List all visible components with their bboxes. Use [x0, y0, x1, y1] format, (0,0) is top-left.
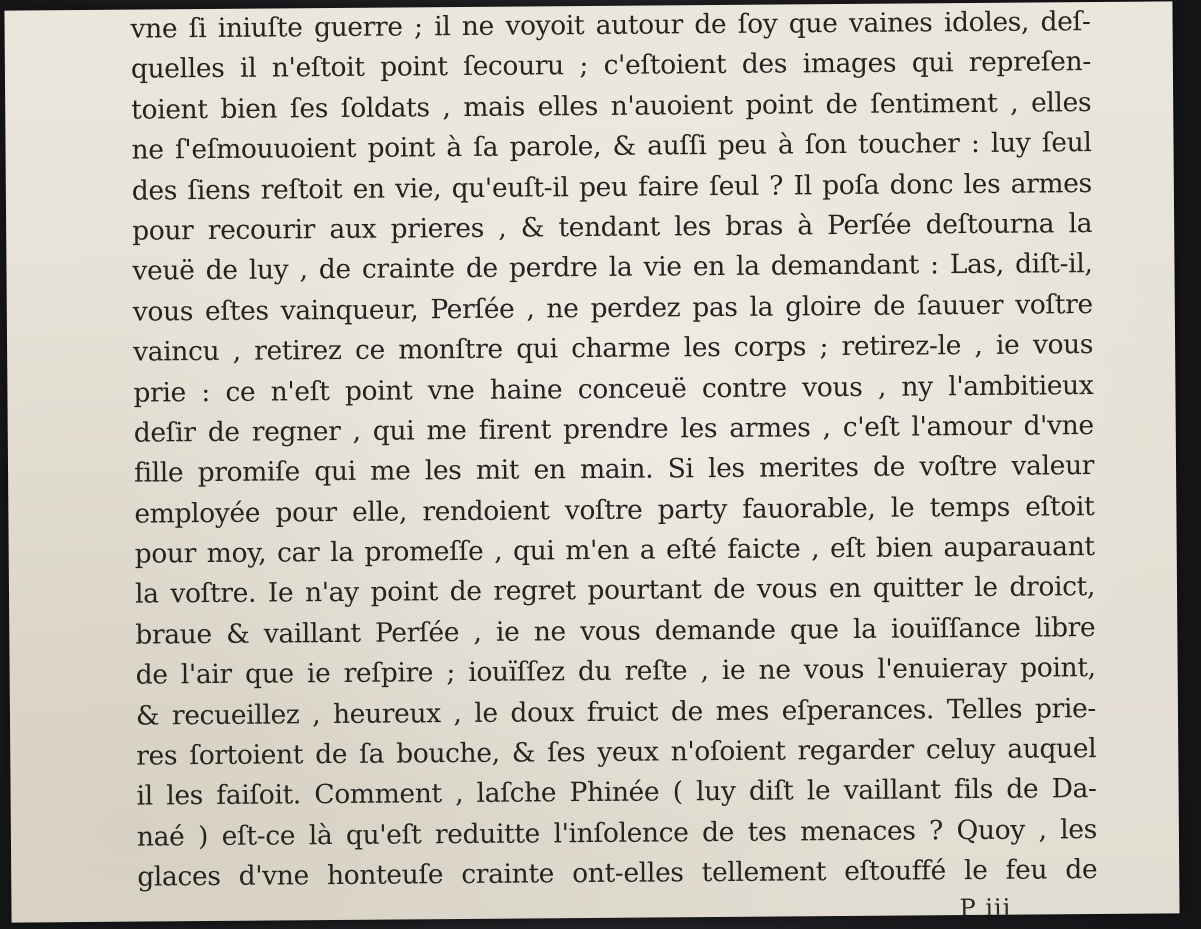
text-line: pour moy, car la promeſſe , qui m'en a eſté faicte , eſt bien auparauant — [134, 531, 1095, 570]
text-line: vne ſi iniuſte guerre ; il ne voyoit autour de ſoy que vaines idoles, deſ- — [130, 6, 1091, 45]
text-line: quelles il n'eſtoit point ſecouru ; c'eſtoient des images qui repreſen- — [130, 46, 1091, 85]
signature-mark: P iii — [959, 893, 1012, 923]
page-text — [130, 2, 1097, 898]
text-line: fille promiſe qui me les mit en main. Si les merites de voſtre valeur — [133, 450, 1095, 489]
text-line: des ſiens reſtoit en vie, qu'euſt-il peu faire ſeul ? Il poſa donc les armes — [131, 167, 1092, 207]
text-line: res ſortoient de ſa bouche, & ſes yeux n'oſoient regarder celuy auquel — [136, 733, 1097, 772]
text-line: ne ſ'eſmouuoient point à ſa parole, & auſſi peu à ſon toucher : luy ſeul — [131, 127, 1092, 166]
text-line: deſir de regner , qui me firent prendre les armes , c'eſt l'amour d'vne — [133, 409, 1094, 449]
text-line: vaincu , retirez ce monſtre qui charme les corps ; retirez-le , ie vous — [133, 329, 1094, 368]
text-line: naé ) eſt-ce là qu'eſt reduitte l'inſolence de tes menaces ? Quoy , les — [136, 813, 1098, 853]
text-line: pour recourir aux prieres , & tendant les bras à Perſée deſtourna la — [132, 208, 1093, 247]
text-line: employée pour elle, rendoient voſtre party fauorable, le temps eſtoit — [134, 490, 1095, 530]
text-line: prie : ce n'eſt point vne haine conceuë contre vous , ny l'ambitieux — [133, 369, 1094, 409]
text-line: il les faiſoit. Comment , laſche Phinée ( luy diſt le vaillant fils de Da- — [136, 773, 1097, 813]
text-line: de l'air que ie reſpire ; iouïſſez du reſte , ie ne vous l'enuieray point, — [135, 652, 1096, 691]
text-line: veuë de luy , de crainte de perdre la vie en la demandant : Las, diſt-il, — [132, 248, 1093, 287]
text-line: & recueillez , heureux , le doux fruict de mes eſperances. Telles prie- — [135, 692, 1097, 732]
text-line: glaces d'vne honteuſe crainte ont-elles tellement eſtouffé le feu de — [137, 854, 1098, 893]
text-line: toient bien ſes ſoldats , mais elles n'auoient point de ſentiment , elles — [131, 86, 1092, 126]
text-line: braue & vaillant Perſée , ie ne vous demande que la iouïſſance libre — [135, 611, 1096, 651]
text-line: la voſtre. Ie n'ay point de regret pourtant de vous en quitter le droict, — [134, 571, 1096, 611]
book-page — [4, 1, 1179, 922]
text-line: vous eſtes vainqueur, Perſée , ne perdez pas la gloire de ſauuer voſtre — [132, 288, 1093, 328]
